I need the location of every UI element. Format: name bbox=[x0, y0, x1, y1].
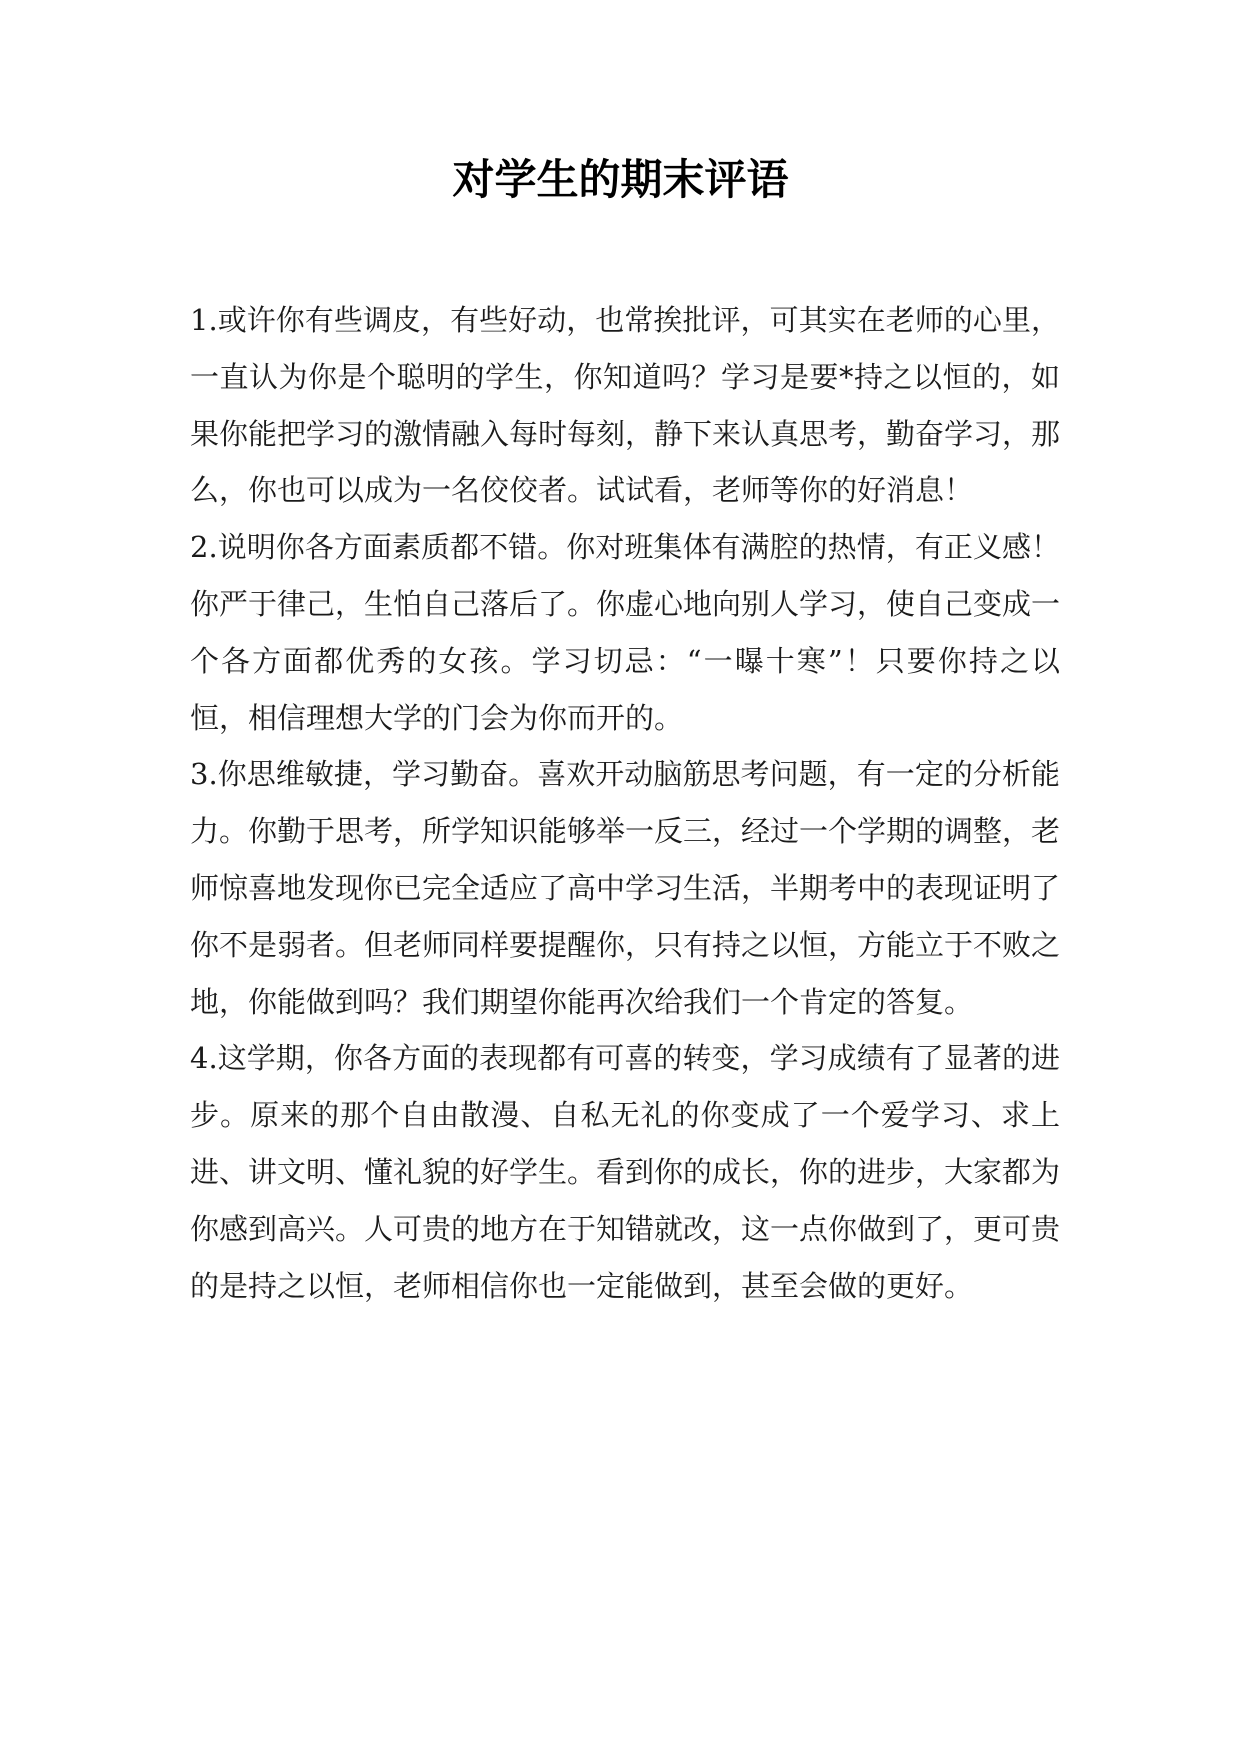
comment-paragraph-3: 3.你思维敏捷，学习勤奋。喜欢开动脑筋思考问题，有一定的分析能力。你勤于思考，所学知识能够举一反三，经过一个学期的调整，老师惊喜地发现你已完全适应了高中学习生活，半期考中的表现证明了你不是弱者。但老师同样要提醒你，只有持之以恒，方能立于不败之地，你能做到吗？我们期望你能再次给我们一个肯定的答复。 bbox=[190, 757, 1061, 1019]
comment-paragraph-2: 2.说明你各方面素质都不错。你对班集体有满腔的热情，有正义感！你严于律己，生怕自己落后了。你虚心地向别人学习，使自己变成一个各方面都优秀的女孩。学习切忌：“一曝十寒”！只要你持之以恒，相信理想大学的门会为你而开的。 bbox=[190, 530, 1061, 735]
document-body bbox=[190, 292, 1060, 1314]
comment-paragraph-1: 1.或许你有些调皮，有些好动，也常挨批评，可其实在老师的心里，一直认为你是个聪明的学生，你知道吗？学习是要*持之以恒的，如果你能把学习的激情融入每时每刻，静下来认真思考，勤奋学习，那么，你也可以成为一名佼佼者。试试看，老师等你的好消息！ bbox=[190, 303, 1061, 508]
comment-paragraph-4: 4.这学期，你各方面的表现都有可喜的转变，学习成绩有了显著的进步。原来的那个自由散漫、自私无礼的你变成了一个爱学习、求上进、讲文明、懂礼貌的好学生。看到你的成长，你的进步，大家都为你感到高兴。人可贵的地方在于知错就改，这一点你做到了，更可贵的是持之以恒，老师相信你也一定能做到，甚至会做的更好。 bbox=[190, 1041, 1061, 1303]
document-title: 对学生的期末评语 bbox=[452, 155, 789, 204]
